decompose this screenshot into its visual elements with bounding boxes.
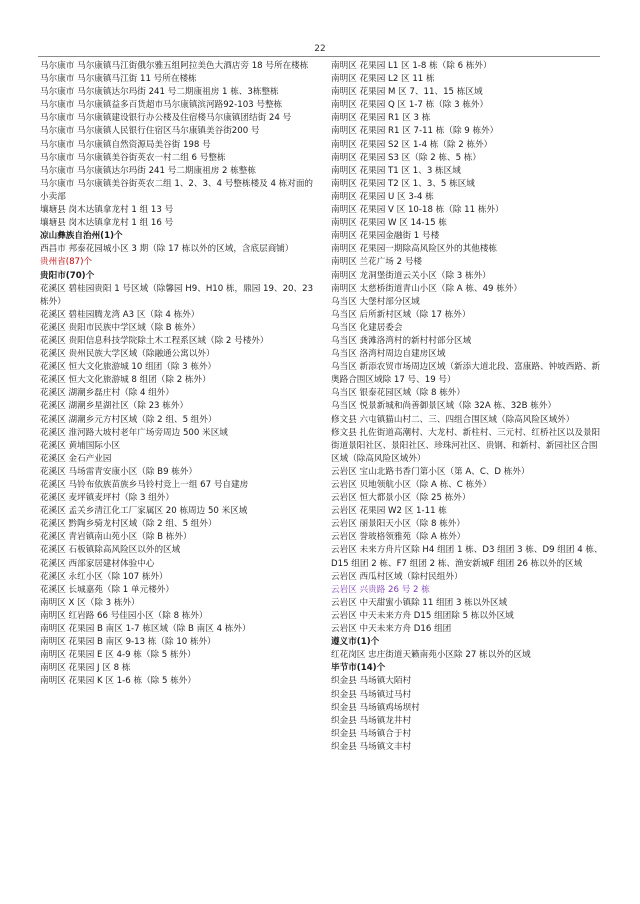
list-item: 南明区 兰花广场 2 号楼 <box>331 257 423 268</box>
list-item: 花溪区 贵阳信息科技学院除土木工程系区域（除 2 号楼外） <box>40 335 269 346</box>
list-item: 南明区 龙洞堡街道云关小区（除 3 栋外） <box>331 270 491 281</box>
list-item: 花溪区 金石产业园 <box>40 453 112 464</box>
list-item: 花溪区 青岩镇南山苑小区（除 B 栋外） <box>40 532 192 543</box>
list-item: 云岩区 贝地领航小区（除 A 栋、C 栋外） <box>331 480 492 490</box>
list-item: 乌当区 大堡村部分区域 <box>331 296 420 307</box>
list-item: 花溪区 孟关乡清江化工厂家属区 20 栋周边 50 米区域 <box>40 506 248 517</box>
list-item: 花溪区 碧桂园腾龙湾 A3 区（除 4 栋外） <box>40 309 200 320</box>
list-item: 马尔康市 马尔康镇美谷街英农一村二组 6 号整栋 <box>40 152 226 163</box>
list-item: 南明区 花果园 K 区 1-6 栋（除 5 栋外） <box>40 676 196 687</box>
page-number: 22 <box>314 44 326 54</box>
list-item: 乌当区 龚滩洛湾村的新村村部分区域 <box>331 335 472 346</box>
list-item: 南明区 花果园 R1 区 7-11 栋（除 9 栋外） <box>331 126 499 137</box>
list-item: 云岩区 西瓜村区域（除村民组外） <box>331 571 463 582</box>
list-item: 乌当区 悦景新城和尚善御景区域（除 32A 栋、32B 栋外） <box>331 401 557 412</box>
list-item: 花溪区 马场雷青安康小区（除 B9 栋外） <box>40 466 198 477</box>
list-item: 西昌市 邦泰花园城小区 3 期（除 17 栋以外的区域，含底层商铺） <box>40 244 294 255</box>
list-item: 花溪区 长城嘉苑（除 1 单元楼外） <box>40 584 174 595</box>
list-item: 云岩区 中天甜蜜小镇除 11 组团 3 栋以外区域 <box>331 597 508 608</box>
list-item: 织金县 马场镇龙井村 <box>331 715 412 726</box>
list-item: 乌当区 洛湾村周边自建房区域 <box>331 349 446 360</box>
list-item: 云岩区 丽景阳天小区（除 8 栋外） <box>331 519 465 530</box>
list-item: 花溪区 贵州民族大学区域（除融通公寓以外） <box>40 349 215 360</box>
list-item: 南明区 花果园 L1 区 1-8 栋（除 6 栋外） <box>331 61 492 71</box>
header-rule <box>38 56 600 57</box>
section-heading: 贵州省(87)个 <box>40 257 93 268</box>
list-item: 花溪区 黔陶乡骑龙村区域（除 2 组、5 组外） <box>40 519 217 530</box>
list-item: 花溪区 石板镇除高风险区以外的区域 <box>40 545 181 556</box>
list-item: 马尔康市 马尔康镇达尔玛街 241 号二期康祖房 1 栋、3栋整栋 <box>40 87 279 98</box>
list-item: 南明区 花果园 T1 区 1、3 栋区域 <box>331 165 461 176</box>
list-item: 马尔康市 马尔康镇建设银行办公楼及住宿楼马尔康镇团结街 24 号 <box>40 113 292 124</box>
list-item: 马尔康市 马尔康镇益多百货超市马尔康镇滨河路92-103 号整栋 <box>40 100 283 111</box>
list-item: 花溪区 碧桂园贵阳 1 号区域（除馨园 H9、H10 栋，鼎园 19、20、23 栋外） <box>40 283 314 307</box>
list-item: 南明区 太慈桥街道青山小区（除 A 栋、49 栋外） <box>331 283 523 294</box>
list-item: 马尔康市 马尔康镇马江街 11 号所在楼栋 <box>40 74 197 85</box>
list-item: 南明区 花果园 S3 区（除 2 栋、5 栋） <box>331 152 481 163</box>
list-item: 南明区 花果园 L2 区 11 栋 <box>331 74 435 85</box>
list-item: 花溪区 西部家居建材体验中心 <box>40 558 155 569</box>
list-item: 南明区 花果园 T2 区 1、3、5 栋区域 <box>331 178 475 189</box>
list-item: 马尔康市 马尔康镇达尔玛街 241 号二期康祖房 2 栋整栋 <box>40 165 256 176</box>
list-item: 南明区 花果园 W 区 14-15 栋 <box>331 218 447 229</box>
list-item: 花溪区 湖潮乡元方村区域（除 2 组、5 组外） <box>40 414 217 425</box>
list-item: 织金县 马场镇合于村 <box>331 728 412 739</box>
list-item: 南明区 花果园 E 区 4-9 栋（除 5 栋外） <box>40 650 196 661</box>
list-item: 南明区 花果园 V 区 10-18 栋（除 11 栋外） <box>331 205 504 216</box>
list-item: 花溪区 永红小区（除 107 栋外） <box>40 571 168 582</box>
list-item: 南明区 花果园 B 南区 1-7 栋区域（除 B 南区 4 栋外） <box>40 624 251 635</box>
list-item: 花溪区 淮河路大坡村老年广场旁周边 500 米区域 <box>40 427 228 438</box>
list-item: 乌当区 后所新村区域（除 17 栋外） <box>331 309 471 320</box>
section-heading: 毕节市(14)个 <box>331 663 386 674</box>
list-item: 云岩区 恒大都景小区（除 25 栋外） <box>331 493 471 504</box>
list-item: 南明区 花果园 S2 区 1-4 栋（除 2 栋外） <box>331 139 493 150</box>
list-item: 花溪区 马铃布依族苗族乡马铃村竞上一组 67 号自建房 <box>40 480 249 490</box>
list-item: 织金县 马场镇文丰村 <box>331 741 412 752</box>
list-item: 修文县 六屯镇猫山村二、三、四组合围区域（除高风险区域外） <box>331 414 575 425</box>
list-item: 花溪区 恒大文化旅游城 10 组团（除 3 栋外） <box>40 362 217 373</box>
section-heading: 凉山彝族自治州(1)个 <box>40 231 123 242</box>
list-item: 南明区 花果园 B 南区 9-13 栋（除 10 栋外） <box>40 637 216 648</box>
list-item: 马尔康市 马尔康镇美谷街英农二组 1、2、3、4 号整栋楼及 4 栋对面的小卖部 <box>40 178 314 202</box>
section-heading: 贵阳市(70)个 <box>40 270 95 281</box>
list-item: 花溪区 黄埔国际小区 <box>40 440 121 451</box>
list-item: 壤塘县 岗木达镇拿龙村 1 组 13 号 <box>40 205 174 216</box>
list-item: 云岩区 中天未来方舟 D16 组团 <box>331 624 452 635</box>
list-item: 南明区 花果园 M 区 7、11、15 栋区域 <box>331 87 483 98</box>
list-item: 南明区 花果园 J 区 8 栋 <box>40 663 131 674</box>
list-item: 花溪区 麦坪镇麦坪村（除 3 组外） <box>40 493 174 504</box>
list-item: 织金县 马场镇鸡场坝村 <box>331 702 420 713</box>
list-item: 织金县 马场镇过马村 <box>331 689 412 700</box>
section-heading: 遵义市(1)个 <box>331 637 380 648</box>
list-item: 云岩区 誉玻格领雅苑（除 A 栋外） <box>331 532 466 543</box>
list-item: 云岩区 花果园 W2 区 1-11 栋 <box>331 506 447 517</box>
list-item: 南明区 花果园金融街 1 号楼 <box>331 231 440 242</box>
list-item: 南明区 X 区（除 3 栋外） <box>40 597 140 608</box>
list-item: 南明区 红岩路 66 号佳园小区（除 8 栋外） <box>40 610 208 621</box>
list-item: 云岩区 兴贵路 26 号 2 栋 <box>331 584 430 595</box>
list-item: 乌当区 银泰花园区域（除 8 栋外） <box>331 388 465 399</box>
left-column <box>40 60 318 689</box>
list-item: 花溪区 贵阳市民族中学区域（除 B 栋外） <box>40 322 201 333</box>
list-item: 花溪区 湖潮乡星湖社区（除 23 栋外） <box>40 401 189 412</box>
list-item: 织金县 马场镇大陌村 <box>331 676 412 687</box>
list-item: 云岩区 中天未来方舟 D15 组团除 5 栋以外区域 <box>331 610 514 621</box>
list-item: 南明区 花果园 Q 区 1-7 栋（除 3 栋外） <box>331 100 489 111</box>
list-item: 乌当区 化建居委会 <box>331 322 403 333</box>
list-item: 马尔康市 马尔康镇人民银行住宿区马尔康镇美谷街200 号 <box>40 126 260 137</box>
list-item: 南明区 花果园一期除高风险区外的其他楼栋 <box>331 244 498 255</box>
list-item: 乌当区 新添农贸市场周边区域（新添大道北段、富康路、钟坡西路、新奥路合围区域除 17 号、19 号） <box>331 362 601 386</box>
list-item: 红花岗区 忠庄街道天籁南苑小区除 27 栋以外的区域 <box>331 650 531 661</box>
list-item: 云岩区 宝山北路书香门第小区（第 A、C、D 栋外） <box>331 466 530 477</box>
list-item: 马尔康市 马尔康镇自然资源局美谷街 198 号 <box>40 139 211 150</box>
list-item: 南明区 花果园 R1 区 3 栋 <box>331 113 431 124</box>
right-column <box>331 60 603 754</box>
list-item: 云岩区 未来方舟片区除 H4 组团 1 栋、D3 组团 3 栋、D9 组团 4 栋、D15 组团 2 栋、F7 组团 2 栋、渔安新城F 组团 26 栋以外的区域 <box>331 545 603 569</box>
list-item: 马尔康市 马尔康镇马江街俄尔雅五组阿拉美色大酒店旁 18 号所在楼栋 <box>40 61 309 71</box>
list-item: 花溪区 湖潮乡磊庄村（除 4 组外） <box>40 388 174 399</box>
list-item: 花溪区 恒大文化旅游城 8 组团（除 2 栋外） <box>40 375 211 386</box>
list-item: 壤塘县 岗木达镇拿龙村 1 组 16 号 <box>40 218 174 229</box>
list-item: 南明区 花果园 U 区 3-4 栋 <box>331 191 434 202</box>
list-item: 修文县 扎佐街道高潮村、大龙村、新柱村、三元村、红桥社区以及景阳街道景阳社区、景阳社区、珍珠河社区、贵钢、和新村、新园社区合围区域（除高风险区域外） <box>331 427 601 464</box>
